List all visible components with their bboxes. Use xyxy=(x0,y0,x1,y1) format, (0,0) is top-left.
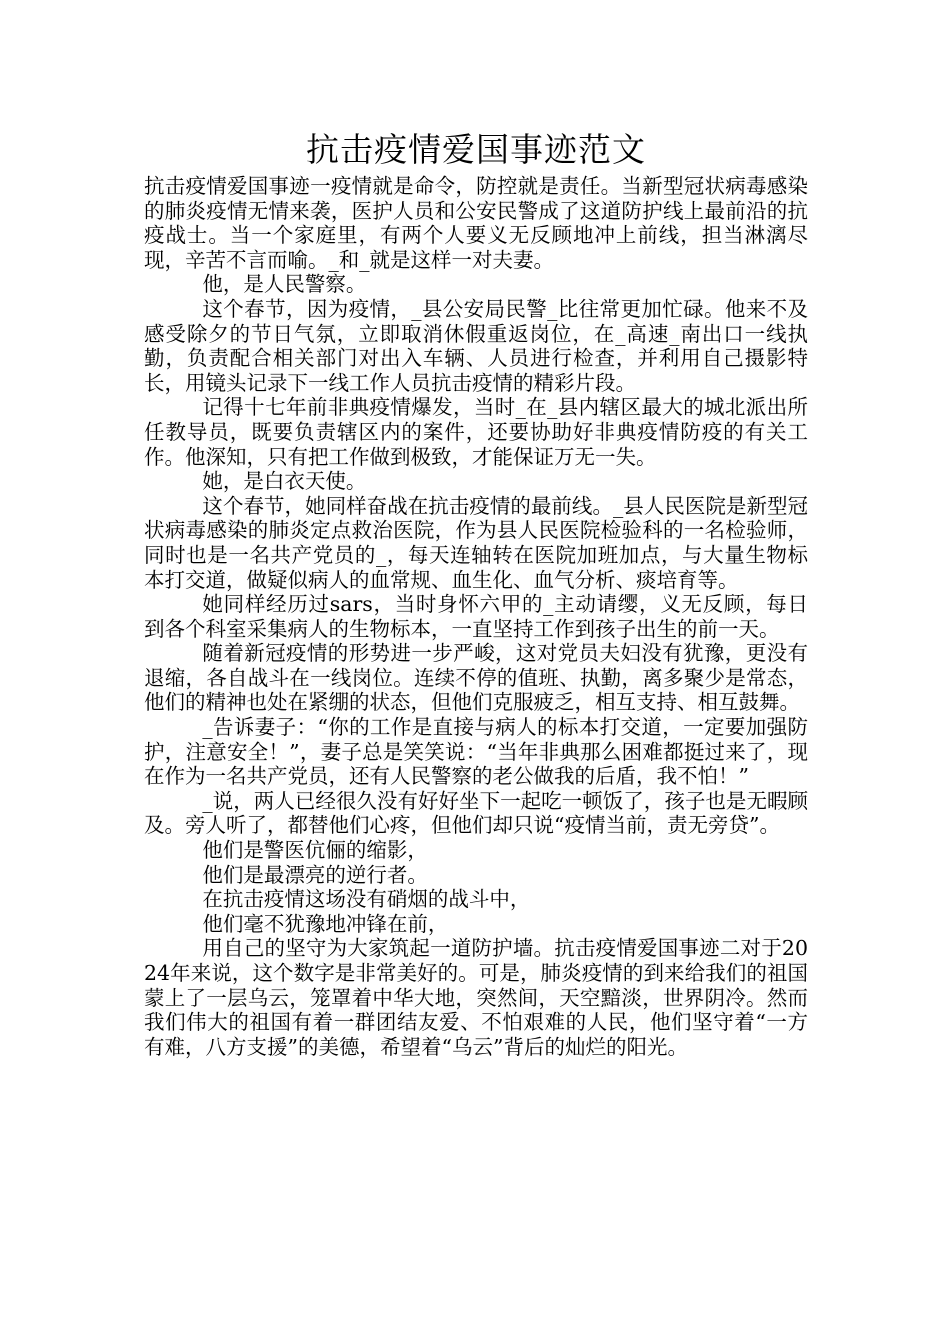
paragraph: _告诉妻子：“你的工作是直接与病人的标本打交道，一定要加强防护，注意安全！”，妻子总是笑笑说：“当年非典那么困难都挺过来了，现在作为一名共产党员，还有人民警察的老公做我的后盾，我不怕！” xyxy=(144,715,808,789)
paragraph: 随着新冠疫情的形势进一步严峻，这对党员夫妇没有犹豫，更没有退缩，各自战斗在一线岗位。连续不停的值班、执勤，离多聚少是常态，他们的精神也处在紧绷的状态，但他们克服疲乏，相互支持、相互鼓舞。 xyxy=(144,641,808,715)
paragraph: 他，是人民警察。 xyxy=(202,272,367,297)
paragraph: 这个春节，她同样奋战在抗击疫情的最前线。_县人民医院是新型冠状病毒感染的肺炎定点救治医院，作为县人民医院检验科的一名检验师，同时也是一名共产党员的_，每天连轴转在医院加班加点，与大量生物标本打交道，做疑似病人的血常规、血生化、血气分析、痰培育等。 xyxy=(144,493,808,592)
paragraph: 在抗击疫情这场没有硝烟的战斗中， xyxy=(202,887,531,912)
paragraph: 她，是白衣天使。 xyxy=(202,469,367,494)
paragraph: 他们是警医伉俪的缩影， xyxy=(202,838,428,863)
document-page xyxy=(144,128,808,1059)
paragraph: 他们是最漂亮的逆行者。 xyxy=(202,862,428,887)
paragraph: 她同样经历过sars，当时身怀六甲的_主动请缨，义无反顾，每日到各个科室采集病人的生物标本，一直坚持工作到孩子出生的前一天。 xyxy=(144,592,808,641)
paragraph: 记得十七年前非典疫情爆发，当时_在_县内辖区最大的城北派出所任教导员，既要负责辖区内的案件，还要协助好非典疫情防疫的有关工作。他深知，只有把工作做到极致，才能保证万无一失。 xyxy=(144,395,808,469)
paragraph: _说，两人已经很久没有好好坐下一起吃一顿饭了，孩子也是无暇顾及。旁人听了，都替他们心疼，但他们却只说“疫情当前，责无旁贷”。 xyxy=(144,788,808,838)
paragraph: 这个春节，因为疫情，_县公安局民警_比往常更加忙碌。他来不及感受除夕的节日气氛，立即取消休假重返岗位，在_高速_南出口一线执勤，负责配合相关部门对出入车辆、人员进行检查，并利用自己摄影特长，用镜头记录下一线工作人员抗击疫情的精彩片段。 xyxy=(144,296,808,395)
document-body xyxy=(144,174,808,1059)
paragraph: 他们毫不犹豫地冲锋在前， xyxy=(202,911,449,936)
paragraph: 抗击疫情爱国事迹一疫情就是命令，防控就是责任。当新型冠状病毒感染的肺炎疫情无情来袭，医护人员和公安民警成了这道防护线上最前沿的抗疫战士。当一个家庭里，有两个人要义无反顾地冲上前线，担当淋漓尽现，辛苦不言而喻。_和_就是这样一对夫妻。 xyxy=(144,174,808,272)
paragraph: 用自己的坚守为大家筑起一道防护墙。抗击疫情爱国事迹二对于2024年来说，这个数字是非常美好的。可是，肺炎疫情的到来给我们的祖国蒙上了一层乌云，笼罩着中华大地，突然间，天空黯淡，世界阴冷。然而我们伟大的祖国有着一群团结友爱、不怕艰难的人民，他们坚守着“一方有难，八方支援”的美德，希望着“乌云”背后的灿烂的阳光。 xyxy=(144,936,808,1059)
document-title: 抗击疫情爱国事迹范文 xyxy=(306,130,646,169)
